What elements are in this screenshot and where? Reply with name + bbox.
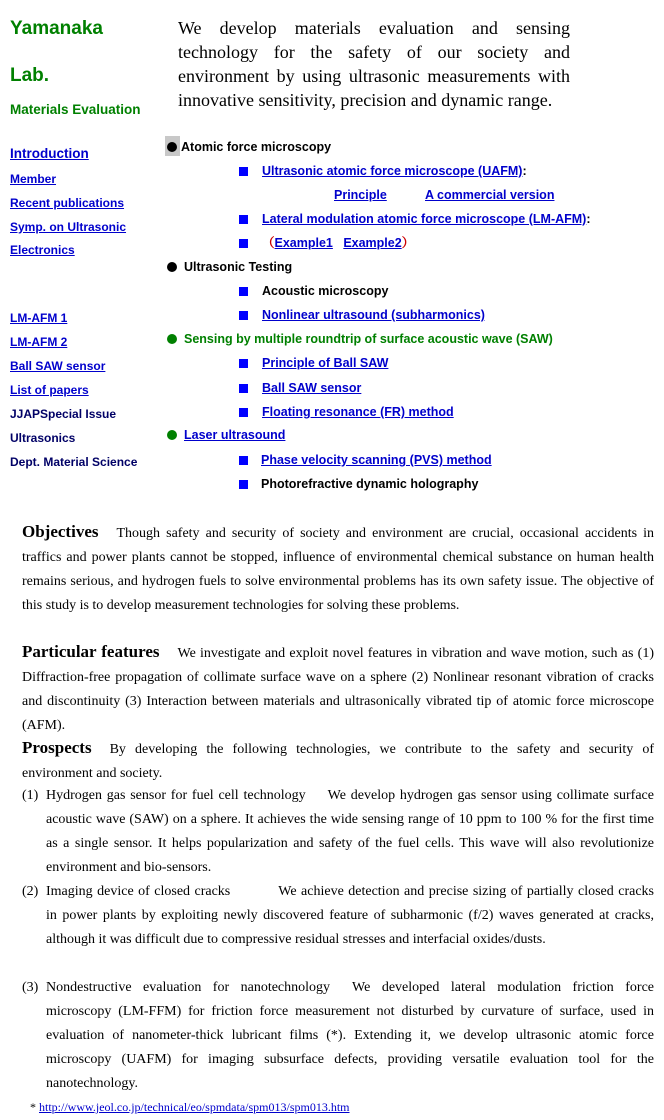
black-bullet-icon — [167, 262, 177, 272]
nav-electronics[interactable]: Electronics — [10, 243, 75, 257]
features-heading: Particular features — [22, 642, 160, 661]
nav-member[interactable]: Member — [10, 172, 57, 186]
nav-ball-saw-sensor[interactable]: Ball SAW sensor — [10, 359, 106, 373]
footnote: * http://www.jeol.co.jp/technical/eo/spmdata/spm013/spm013.htm — [30, 1100, 350, 1114]
link-uafm[interactable]: Ultrasonic atomic force microscope (UAFM) — [262, 164, 523, 178]
lab-title-line1: Yamanaka — [10, 18, 103, 39]
text-acoustic-microscopy: Acoustic microscopy — [262, 284, 389, 298]
black-bullet-icon — [167, 142, 177, 152]
objectives-heading: Objectives — [22, 522, 99, 541]
link-phase-velocity-scanning[interactable]: Phase velocity scanning (PVS) method — [261, 453, 492, 467]
link-example2[interactable]: Example2 — [343, 236, 402, 250]
link-ball-saw-sensor[interactable]: Ball SAW sensor — [262, 381, 362, 395]
link-lm-afm[interactable]: Lateral modulation atomic force microscope (LM-AFM) — [262, 212, 587, 226]
topic-laser-ultrasound — [167, 428, 285, 443]
blue-square-bullet-icon — [239, 311, 248, 320]
nav-symp-ultrasonic[interactable]: Symp. on Ultrasonic — [10, 220, 127, 234]
nav-jjap-special-issue[interactable]: JJAPSpecial Issue — [10, 407, 117, 421]
features-paragraph: Particular features We investigate and exploit novel features in vibration and wave motion, such as (1) Diffraction-free propagation of collimate surface wave on a sphere (2) Nonlinear resonant vibration of cracks and discontinuity (3) Interaction between materials and ultrasonically vibrated tip of atomic force microscope (AFM). — [22, 642, 654, 733]
lab-subtitle: Materials Evaluation — [10, 102, 141, 117]
prospect-item-2: (2) Imaging device of closed cracks We achieve detection and precise sizing of partially closed cracks in power plants by exploiting newly discovered feature of subharmonic (f/2) waves generated at cracks, although it was difficult due to compressive residual stresses and interfacial oxides/dusts. — [22, 884, 654, 947]
intro-text: We develop materials evaluation and sensing technology for the safety of our society and environment by using ultrasonic measurements with innovative sensitivity, precision and dynamic range. — [178, 18, 570, 110]
link-nonlinear-ultrasound[interactable]: Nonlinear ultrasound (subharmonics) — [262, 308, 485, 322]
nav-introduction[interactable]: Introduction — [10, 146, 89, 161]
green-bullet-icon — [167, 334, 177, 344]
link-floating-resonance[interactable]: Floating resonance (FR) method — [262, 405, 454, 419]
link-laser-ultrasound[interactable]: Laser ultrasound — [184, 428, 286, 442]
nav-dept-material-science[interactable]: Dept. Material Science — [10, 455, 138, 469]
blue-square-bullet-icon — [239, 239, 248, 248]
green-bullet-icon — [167, 430, 177, 440]
blue-square-bullet-icon — [239, 215, 248, 224]
nav-recent-publications[interactable]: Recent publications — [10, 196, 125, 210]
nav-ultrasonics[interactable]: Ultrasonics — [10, 431, 76, 445]
row-examples: （Example1 Example2） — [262, 236, 415, 250]
topic-afm: Atomic force microscopy — [167, 140, 331, 155]
prospects-heading: Prospects — [22, 738, 92, 757]
text-photorefractive-holography: Photorefractive dynamic holography — [261, 477, 479, 491]
link-commercial-version[interactable]: A commercial version — [425, 188, 555, 202]
prospect-item-1: (1) Hydrogen gas sensor for fuel cell technology We develop hydrogen gas sensor using collimate surface acoustic wave (SAW) on a sphere. It achieves the wide sensing range of 10 ppm to 100 % for the first time as a single sensor. It helps popularization and safety of the fuel cells. This wave will also revolutionize environment and bio-sensors. — [22, 788, 654, 875]
row-uafm: Ultrasonic atomic force microscope (UAFM): — [262, 164, 527, 178]
blue-square-bullet-icon — [239, 359, 248, 368]
topic-ultrasonic-testing: Ultrasonic Testing — [167, 260, 292, 275]
prospects-paragraph: Prospects By developing the following technologies, we contribute to the safety and security of environment and society. — [22, 738, 654, 781]
topic-saw-sensing: Sensing by multiple roundtrip of surface acoustic wave (SAW) — [167, 332, 553, 347]
objectives-paragraph: Objectives Though safety and security of society and environment are crucial, occasional accidents in traffics and power plants cannot be stopped, influence of environmental chemical substance on human health remains serious, and hydrogen fuels to solve environmental problems has its own safety issue. The objective of this study is to develop measurement technologies for solving these problems. — [22, 522, 654, 613]
nav-list-of-papers[interactable]: List of papers — [10, 383, 89, 397]
footnote-link[interactable]: http://www.jeol.co.jp/technical/eo/spmdata/spm013/spm013.htm — [39, 1100, 350, 1114]
blue-square-bullet-icon — [239, 167, 248, 176]
blue-square-bullet-icon — [239, 384, 248, 393]
nav-lm-afm-2[interactable]: LM-AFM 2 — [10, 335, 68, 349]
blue-square-bullet-icon — [239, 287, 248, 296]
link-principle-ball-saw[interactable]: Principle of Ball SAW — [262, 356, 389, 370]
link-principle[interactable]: Principle — [334, 188, 387, 202]
row-lm-afm: Lateral modulation atomic force microscope (LM-AFM): — [262, 212, 591, 226]
lab-title-line2: Lab. — [10, 65, 50, 86]
blue-square-bullet-icon — [239, 408, 248, 417]
blue-square-bullet-icon — [239, 480, 248, 489]
blue-square-bullet-icon — [239, 456, 248, 465]
prospect-item-3: (3) Nondestructive evaluation for nanotechnology We developed lateral modulation friction force microscopy (LM-FFM) for friction force measurement not disturbed by curvature of surface, used in evaluation of nanometer-thick lubricant films (*). Extending it, we develop ultrasonic atomic force microscopy (UAFM) for imaging subsurface defects, providing versatile evaluation tool for the nanotechnology. — [22, 980, 655, 1091]
nav-lm-afm-1[interactable]: LM-AFM 1 — [10, 311, 68, 325]
link-example1[interactable]: Example1 — [274, 236, 333, 250]
